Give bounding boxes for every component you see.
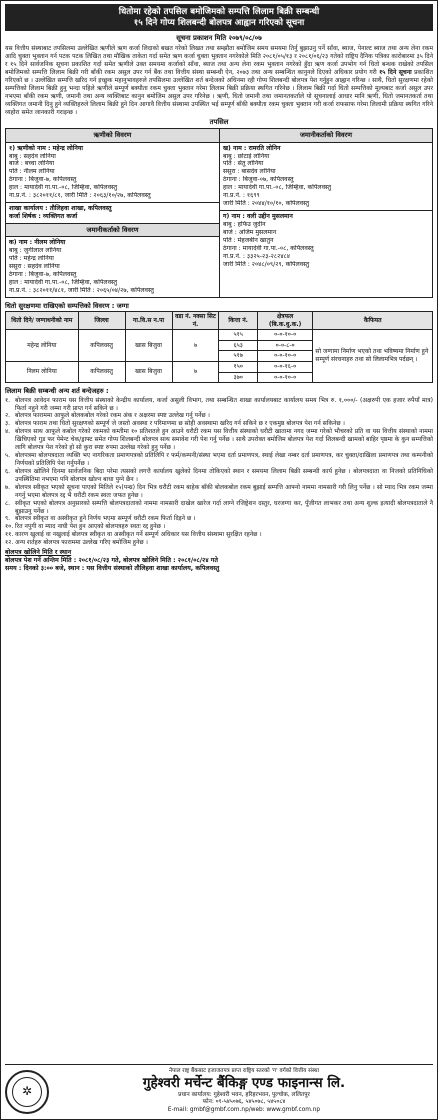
opening-heading: बोलपत्र खोलिने मिति र स्थान (5, 549, 72, 557)
borrower-name: १) ऋणीको नाम : महेन्द्र लोनिया (9, 144, 83, 152)
guarantor-line: ना.प्र.नं. : १६९९ (223, 192, 260, 200)
col-owner: धितो दिने/ जग्गाधनीको नाम (6, 312, 79, 329)
guarantor-line: हाल : मायादेवी गा.पा.-०८, जिम्हिवा, कपिलवस्तु (9, 279, 117, 287)
loan-type: कर्जा शिर्षक : व्यक्तिगत कर्जा (9, 213, 78, 221)
ward-cell: ७ (172, 361, 219, 382)
list-item (5, 452, 433, 468)
col-kitta: कित्ता नं. (219, 312, 257, 329)
area-cell: ०-०-१०-० (257, 351, 313, 362)
term-text: बोलपत्रमा बोलपत्रदाता व्यक्ति भए नागरिकता प्रमाणपत्रको प्रतिलिपि र फर्म/कम्पनी/संस्था भएमा दर्ता प्रमाणपत्र, स्थाई लेखा नम्बर दर्ता प्रमाणपत्र, कर चुक्ता/दाखिला प्रमाणपत्र तथा कम्पनीको निर्णयको प्रतिलिपि पेश गर्नुपर्नेछ । (15, 452, 433, 467)
district-cell: कपिलवस्तु (78, 329, 125, 361)
opening-deadline: बोलपत्र पेश गर्ने अन्तिम मिति : २०८१/०८/२३ गते, बोलपत्र खोलिने मिति : २०८१/०८/२४ गते (5, 557, 218, 565)
col-remark: कैफियत (313, 312, 433, 329)
notice-headline (5, 4, 433, 31)
term-text: रित नपुगी वा म्याद नाघी पेश हुन आएको बोलपत्रहरु स्वतः रद्द हुनेछ । (15, 523, 166, 531)
guarantor-line: बाबु : जुगीलाल लोनिया (9, 247, 62, 255)
guarantor-line: बाजे : अजिम मुसलमान (223, 228, 277, 236)
borrower-heading: ऋणीको विवरण (6, 129, 219, 142)
term-number: ३. (5, 420, 11, 428)
col-vdc: गा.वि.स न.पा (125, 312, 172, 329)
remark-cell: सो जग्गामा निर्माण भएको तथा भविष्यमा निर्माण हुने सम्पूर्ण संरचनाहरु तथा सो लिलामभित्र पर्दछन् । (313, 329, 433, 382)
term-number: ७. (5, 483, 11, 491)
guarantor-entry-ga (220, 211, 432, 271)
terms-title: लिलाम बिक्री सम्बन्धी अन्य शर्त बन्देजहरु : (5, 387, 109, 396)
term-number: १०. (5, 523, 14, 531)
col-ward: वडा नं. नक्सा सिट नं. (172, 312, 219, 329)
term-text: स्वीकृत भएको बोलपत्र अनुसारको सम्पत्ति बोलपत्रदाताको नाममा नामसारी दाखेल खारेज गर्दा लाग्ने रजिष्ट्रेशन दस्तुर, घरजग्गा कर, पूँजीगत लाभकर तथा अन्य शुल्क इत्यादी बोलपत्रदाताले नै बुझाउनु पर्नेछ । (15, 499, 433, 515)
guarantor-line: ना.प्र.नं. : ३३२५-२३-२८२४८४ (223, 252, 290, 260)
guarantor-line: पति : मेहजबीन खातुन (223, 236, 274, 244)
list-item (5, 397, 433, 413)
vdc-cell: खास बिजुवा (125, 361, 172, 382)
guarantor-line: बाबु : छोटाई लोनिया (223, 152, 270, 160)
guarantor-heading: जमानीकर्ताको विवरण (220, 129, 432, 142)
guarantor-line: ससुरा : सहदेव लोनिया (9, 263, 60, 271)
term-number: ८. (5, 499, 11, 507)
col-area: क्षेत्रफल (बि.क.धु.क.) (257, 312, 313, 329)
guarantor-line: ठेगाना : मायादेवी गा.पा.-०८, कपिलवस्तु (223, 244, 314, 252)
guarantor-line: बाबु : हफिउ जुदीन (223, 221, 266, 229)
term-text: बोलपत्र आवेदन फाराम यस वित्तीय संस्थाको केन्द्रीय कार्यालय, कर्जा असुली विभाग, तथा सम्बन्धित शाखा कार्यालयबाट कार्यालय समय भित्र रु. १,०००/- (अक्षरुपी एक हजार रुपैयाँ मात्र) फिर्ता नहुने गरी जम्मा गरी प्राप्त गर्न सकिने छ । (15, 396, 433, 412)
intro-bold: १५ दिने सूचना (379, 68, 412, 76)
footer-text (55, 1068, 433, 1115)
kitta-cell: १५० (219, 361, 257, 372)
vdc-cell: खास बिजुवा (125, 329, 172, 361)
term-text: कारण खुलाई वा नखुलाई बोलपत्र स्वीकृत वा अस्वीकृत गर्ने सम्पूर्ण अधिकार यस वित्तीय संस्थामा सुरक्षित रहनेछ । (15, 531, 262, 539)
guarantor-name: ग) नाम : वली उद्दीन मुसलमान (223, 213, 293, 221)
guarantor-line: ससुरा : बासदेव लोनिया (223, 168, 276, 176)
list-item (5, 539, 433, 547)
guarantor-line: ठेगाना : बिजुवा-७, कपिलवस्तु (9, 271, 77, 279)
email-web: E-mail: gmbf@gmbf.com.np/web: www.gmbf.com.np (167, 1107, 321, 1114)
intro-body: यस वित्तीय संस्थाबाट तपसिलमा उल्लेखित ऋणीले ऋण कर्जा लिदाको बखत गरेको लिखत तथा सम्झौता बमोजिम समय समयमा तिर्नु बुझाउनु पर्ने साँवा, ब्याज, पेनाल्ट ब्याज तथा अन्य लेना रकम आदि चुक्ता भुक्तान गर्न पटक पटक लिखित तथा मौखिक ताकेता गर्दा समेत ऋण कर्जा चुक्ता भुक्तान नगरेकोले मिति २०८१/०५/१३ र २०८१/०६/२३ गतेको राष्ट्रिय दैनिक पत्रिका कारोबारमा ३५ दिने र १५ दिने सार्वजनिक सूचना प्रकाशित गर्दा समेत ऋणीले उक्त समयमा कर्जाको साँवा, ब्याज तथा अन्य लेना रकम भुक्तान नगरेको हुँदा ऋण कर्जा उपभोग गर्न धितो बन्धक राखेको तपसिल बमोजिमको सम्पत्ति लिलाम बिक्री गरी बाँकी रकम असुल उपर गर्न बैंक तथा वित्तीय संस्था सम्बन्धी ऐन, २०७३ तथा अन्य सम्बन्धित कानुनले दिएको अधिकार प्रयोग गरी (5, 45, 433, 76)
guarantor-column (219, 129, 432, 297)
borrower-line: हाल : मायादेवी गा.पा.-०८, जिम्हिवा, कपिलवस्तु (9, 184, 117, 192)
guarantor-entry-kha (220, 143, 432, 212)
col-district: जिल्ला (78, 312, 125, 329)
tapsil-label: तपसिल (209, 118, 229, 127)
headline-line-2: १५ दिने गोप्य शिलबन्दी बोलपत्र आह्वान गरिएको सूचना (133, 17, 305, 28)
terms-list (5, 397, 433, 548)
kitta-cell: ६५३ (219, 340, 257, 351)
term-number: ५. (5, 452, 11, 460)
area-cell: ०-०-१०-० (257, 372, 313, 383)
company-logo-icon: ✲ (5, 1070, 49, 1114)
term-number: १२. (5, 539, 14, 547)
list-item (5, 500, 433, 516)
owner-cell: महेन्द्र लोनिया (6, 329, 79, 361)
borrower-column (6, 129, 219, 297)
intro-paragraph (5, 45, 433, 116)
guarantor-line: ना.प्र.नं. : ३८२०११/४८१, जारी मिति : २०६५/०४/२७, कपिलवस्तु (9, 287, 154, 295)
term-number: ९. (5, 515, 11, 523)
guarantor-name: ख) नाम : रामरति लोनिन (223, 144, 281, 152)
term-number: १. (5, 396, 11, 404)
opening-info (5, 549, 433, 573)
property-table (5, 311, 433, 383)
phone-numbers: फोन: ०१-५४५०७६, ५४५०७८, ५४५०८४ (202, 1099, 286, 1106)
intro-body-2: प्रकाशित गरिएको छ । उल्लेखित सम्पत्ति खरिद गर्न इच्छुक महानुभावहरुले तपसिलमा उल्लेखित शर्त बन्देजको अधिनमा रही गोप्य शिलबन्दी बोलपत्र पेश गर्नुहुन आह्वान गरिन्छ । साथै, धितो सुरक्षणमा रहेको सम्पत्तिको लिलाम बिक्री हुनु भन्दा पहिले ऋणीले सम्पूर्ण बक्यौता रकम चुक्ता भुक्तान गरेमा लिलाम बिक्री प्रक्रिया स्थगित गरिनेछ । लिलाम बिक्री गर्दा धितो सम्पत्तिको मूल्यबाट कर्जा असुल उपर नभएमा बाँकी रकम ऋणी, जमानी तथा अन्य व्यक्तिबाट कानुन बमोजिम असुल उपर गरिनेछ । ऋणी, धितो जमानी तथा जमानतकर्ताले यो सूचनालाई आधार मानि ऋणी, धितो जमानतकर्ता तथा व्यक्तिगत जमानी दिनु हुने व्यक्तिहरुले लिलाम बिक्री हुने दिन आगावै वित्तीय संस्थामा उपस्थित भई सम्पूर्ण बाँकी बक्यौता रकम चुक्ता भुक्तान गरी कर्जा राफसाफ गरेमा लिलामी प्रक्रिया स्थगित गरिने व्यहोरा समेत जानकारी गराइन्छ । (5, 68, 434, 116)
area-cell: ०-०-१६-० (257, 361, 313, 372)
company-name: गुहेश्वरी मर्चेन्ट बैंकिङ्ग एण्ड फाइनान्स लि. (142, 1075, 346, 1092)
term-number: ६. (5, 467, 11, 475)
term-number: २. (5, 412, 11, 420)
branch-office: शाखा कार्यालय : तौलिहवा शाखा, कपिलवस्तु (9, 205, 112, 213)
term-text: बोलपत्र फाराममा आफूले बोलकबोल गरेको रकम अंक र अक्षरमा स्पष्ट उल्लेख गर्नु पर्नेछ । (15, 412, 210, 420)
publication-date: सूचना प्रकाशन मिति २०७९/०८/०७ (176, 34, 262, 43)
guarantor-line: हाल : मायादेवी गा.पा.-०८, जिम्हिवा, कपिलवस्तु (223, 184, 331, 192)
borrower-entry (6, 143, 219, 204)
guarantor-name: क) नाम : नीलम लोनिया (9, 239, 66, 247)
branch-info (6, 203, 219, 224)
kitta-cell: ५१७ (219, 351, 257, 362)
guarantor-entry-ka (6, 237, 219, 297)
opening-time-place: समय : दिनको ३:०० बजे, स्थान : यस वित्तीय संस्थाको तौलिहवा शाखा कार्यालय, कपिलवस्तु (5, 565, 220, 573)
district-cell: कपिलवस्तु (78, 361, 125, 382)
borrower-line: बाबु : सहदेव लोनिया (9, 152, 56, 160)
term-text: बोलपत्र खोलिने दिनमा सार्वजनिक बिदा परेमा त्यसको लगत्तै कार्यालय खुलेको दिनमा तोकिएको स्थान र समयमा लिलाम बिक्री सम्बन्धी कार्य हुनेछ । बोलपत्रदाता वा निजको प्रतिनिधिको उपस्थितिमा नभएमा पनि बोलपत्र खोल्न बाधा पुग्ने छैन । (15, 467, 433, 483)
parties-table (5, 128, 433, 298)
area-cell: ०-०-८-० (257, 340, 313, 351)
term-text: बोलपत्र साथ आफूले कबोल गरेको रकमको कम्तीमा १० प्रतिशतले हुन आउने धरौटी रकम यस वित्तीय संस्थाको धरौटी खातामा नगद जम्मा गरेको भौचरको प्रति वा यस वित्तीय संस्थाको नाममा खिचिएको गुड फर पेमेन्ट चेक/ड्राफ्ट समेत गोप्य शिलबन्दी बोलपत्र साथ समावेश गरी पेश गर्नु पर्नेछ । साथै उपरोक्त बमोजिम बोलपत्र पेश गर्दा शिलबन्दी खामको बाहिर पृष्ठमा के कुन सम्पत्तिको लागि बोलपत्र पेश गरेको हो सो कुरा स्पष्ट रुपमा उल्लेख गरेको हुनु पर्नेछ । (15, 428, 433, 452)
property-header-row (6, 312, 433, 329)
ward-cell: ७ (172, 329, 219, 361)
term-text: बोलपत्र स्वीकृत वा अस्वीकृत हुने निर्णय भएमा सम्पूर्ण धरौटी रकम फिर्ता दिइने छ । (15, 515, 196, 523)
headline-line-1: धितोमा रहेको तपसिल बमोजिमको सम्पत्ति लिलाम बिक्री सम्बन्धी (118, 7, 320, 17)
owner-cell: निलम लोनिया (6, 361, 79, 382)
list-item (5, 468, 433, 484)
term-number: ११. (5, 531, 14, 539)
property-title: धितो सुरक्षणमा राखिएको सम्पत्तिको विवरण : जग्गा (5, 302, 129, 311)
guarantor-line: जारी मिति : २०४८/०९/२९, कपिलवस्तु (223, 260, 310, 268)
borrower-line: बाजे : बच्चा लोनिया (9, 160, 55, 168)
borrower-line: पति : नीलम लोनिया (9, 168, 55, 176)
guarantor-line: ठेगाना : बिजुवा-०७, कपिलवस्तु (223, 176, 294, 184)
term-text: बोलपत्र फाराम तथा धितो सुरक्षणको सम्पूर्ण जे जस्तो अवस्था र परिमाणमा छ सोही अवस्थामा खरिद गर्न सकिने छ र एकमुष्ठ बोलपत्र पेश गर्न सकिनेछ । (15, 420, 345, 428)
guarantor-subheading: जमानीकर्ताको विवरण (6, 224, 219, 237)
list-item (5, 484, 433, 500)
borrower-line: ठेगाना : बिजुवा-७, कपिलवस्तु (9, 176, 77, 184)
term-number: ४. (5, 428, 11, 436)
kitta-cell: ५१५ (219, 329, 257, 340)
list-item (5, 428, 433, 452)
footer (5, 1064, 433, 1115)
head-office-address: प्रधान कार्यालय: गुहेश्वरी भवन, हरिहरभवन, पुल्चोक, ललितपुर (178, 1091, 310, 1098)
guarantor-line: जारी मिति : २०४४/१०/१०, कपिलवस्तु (223, 200, 310, 208)
area-cell: ०-०-१०-० (257, 329, 313, 340)
term-text: अन्य शर्तहरु बोलपत्र फाराममा उल्लेख गरिए बमोजिम हुनेछ । (15, 539, 148, 547)
license-line: नेपाल राष्ट्र बैंकबाट इजाजतपत्र प्राप्त राष्ट्रिय स्तरको 'ग' वर्गको वित्तीय संस्था (168, 1068, 320, 1075)
guarantor-line: पति : महेन्द्र लोनिया (9, 255, 54, 263)
term-text: बोलपत्र स्वीकृत भएको सूचना पाएको मितिले १५(पन्ध्र) दिन भित्र धरौटी रकम बाहेक बाँकी बोलकबोल रकम बुझाई सम्पत्ति आफ्नो नाममा नामसारी गरी लिनु पर्नेछ । सो म्याद भित्र रकम जम्मा नगर्नु भएमा बोलपत्र रद्द भै धरौटी रकम स्वतः जफत हुनेछ । (15, 483, 433, 499)
kitta-cell: ३७० (219, 372, 257, 383)
table-row (6, 329, 433, 340)
guarantor-line: पति : सेतु लोनिया (223, 160, 264, 168)
borrower-line: ना.प्र.नं. : ३८२०११/८१, जारी मिति : २०६३/१०/२७, कपिलवस्तु (9, 192, 151, 200)
